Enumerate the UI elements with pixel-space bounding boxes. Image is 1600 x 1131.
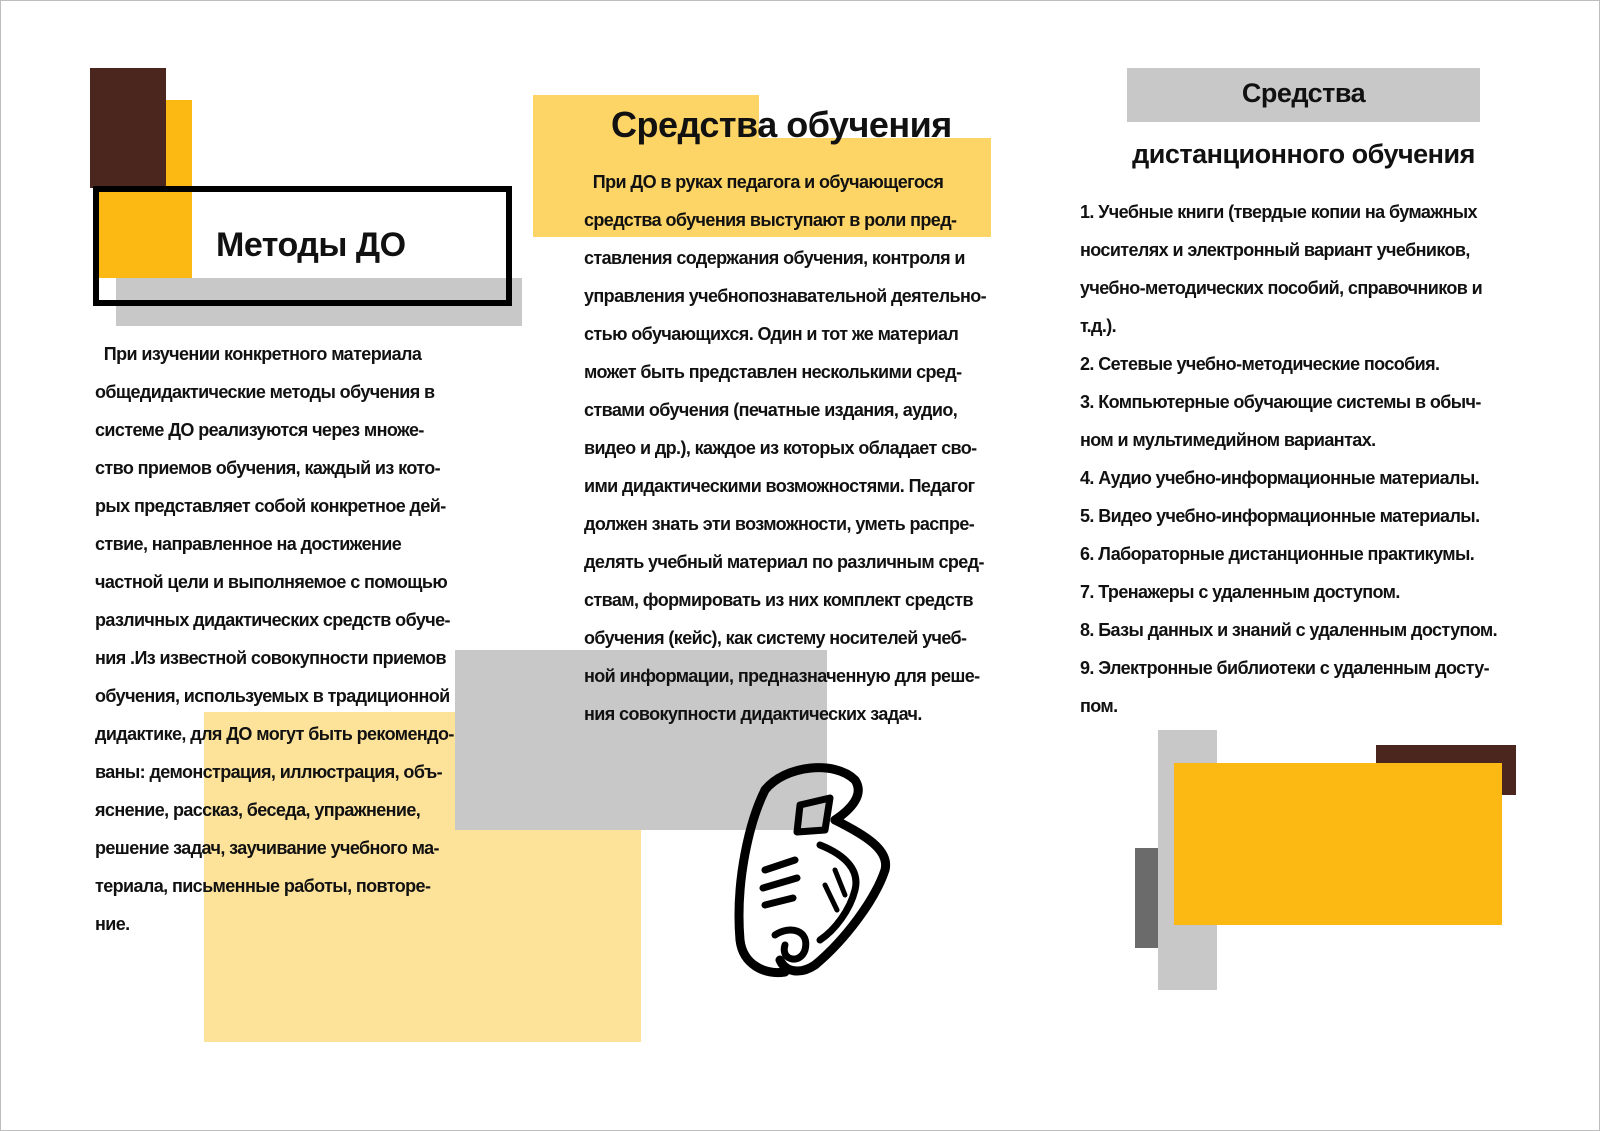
text-line: системе ДО реализуются через множе- xyxy=(95,420,424,440)
text-line: стью обучающихся. Один и тот же материал xyxy=(584,324,959,344)
right-title-line1: Средства xyxy=(1241,78,1366,108)
right-title-line2: дистанционного обучения xyxy=(1132,139,1475,169)
right-list xyxy=(1080,193,1497,725)
text-line: может быть представлен несколькими сред- xyxy=(584,362,962,382)
text-line: рых представляет собой конкретное дей- xyxy=(95,496,446,516)
text-line: ствие, направленное на достижение xyxy=(95,534,402,554)
text-line: управления учебнопознавательной деятельно- xyxy=(584,286,987,306)
list-item: учебно-методических пособий, справочников и xyxy=(1080,278,1483,298)
text-line: ствам, формировать из них комплект средств xyxy=(584,590,973,610)
text-line: ими дидактическими возможностями. Педагог xyxy=(584,476,975,496)
list-item: 4. Аудио учебно-информационные материалы. xyxy=(1080,468,1480,488)
left-title: Методы ДО xyxy=(216,226,406,264)
list-item: носителях и электронный вариант учебников, xyxy=(1080,240,1470,260)
text-line: средства обучения выступают в роли пред- xyxy=(584,210,957,230)
text-line: обучения (кейс), как систему носителей учеб- xyxy=(584,628,967,648)
list-item: ном и мультимедийном вариантах. xyxy=(1080,430,1376,450)
list-item: 2. Сетевые учебно-методические пособия. xyxy=(1080,354,1440,374)
list-item: 5. Видео учебно-информационные материалы. xyxy=(1080,506,1480,526)
text-line: ния совокупности дидактических задач. xyxy=(584,704,922,724)
yellow-block xyxy=(166,100,192,190)
text-line: яснение, рассказ, беседа, упражнение, xyxy=(95,800,421,820)
text-line: ния .Из известной совокупности приемов xyxy=(95,648,446,668)
list-item: 6. Лабораторные дистанционные практикумы. xyxy=(1080,544,1475,564)
text-line: делять учебный материал по различным сред- xyxy=(584,552,984,572)
text-line: дидактике, для ДО могут быть рекомендо- xyxy=(95,724,454,744)
text-line: частной цели и выполняемое с помощью xyxy=(95,572,448,592)
text-line: ставления содержания обучения, контроля и xyxy=(584,248,965,268)
text-line: ствами обучения (печатные издания, аудио, xyxy=(584,400,958,420)
center-title: Средства обучения xyxy=(611,104,952,145)
list-item: 7. Тренажеры с удаленным доступом. xyxy=(1080,582,1400,602)
list-item: 9. Электронные библиотеки с удаленным досту- xyxy=(1080,658,1490,678)
text-line: должен знать эти возможности, уметь распре- xyxy=(584,514,975,534)
text-line: При ДО в руках педагога и обучающегося xyxy=(584,172,944,192)
scroll-document-clipart-icon xyxy=(725,760,900,985)
list-item: пом. xyxy=(1080,696,1118,716)
yellow-block xyxy=(1174,763,1502,925)
list-item: т.д.). xyxy=(1080,316,1117,336)
list-item: 3. Компьютерные обучающие системы в обыч- xyxy=(1080,392,1481,412)
text-line: видео и др.), каждое из которых обладает сво- xyxy=(584,438,977,458)
text-line: ваны: демонстрация, иллюстрация, объ- xyxy=(95,762,443,782)
text-line: различных дидактических средств обуче- xyxy=(95,610,450,630)
text-line: При изучении конкретного материала xyxy=(95,344,422,364)
dark-gray-block xyxy=(1135,848,1158,948)
list-item: 8. Базы данных и знаний с удаленным доступом. xyxy=(1080,620,1498,640)
text-line: решение задач, заучивание учебного ма- xyxy=(95,838,439,858)
text-line: общедидактические методы обучения в xyxy=(95,382,435,402)
list-item: 1. Учебные книги (твердые копии на бумажных xyxy=(1080,202,1477,222)
text-line: ной информации, предназначенную для реше- xyxy=(584,666,980,686)
brown-block xyxy=(90,68,166,188)
text-line: обучения, используемых в традиционной xyxy=(95,686,450,706)
text-line: ние. xyxy=(95,914,130,934)
text-line: ство приемов обучения, каждый из кото- xyxy=(95,458,441,478)
text-line: териала, письменные работы, повторе- xyxy=(95,876,431,896)
center-body-text xyxy=(584,163,986,733)
left-body-text xyxy=(95,335,454,943)
